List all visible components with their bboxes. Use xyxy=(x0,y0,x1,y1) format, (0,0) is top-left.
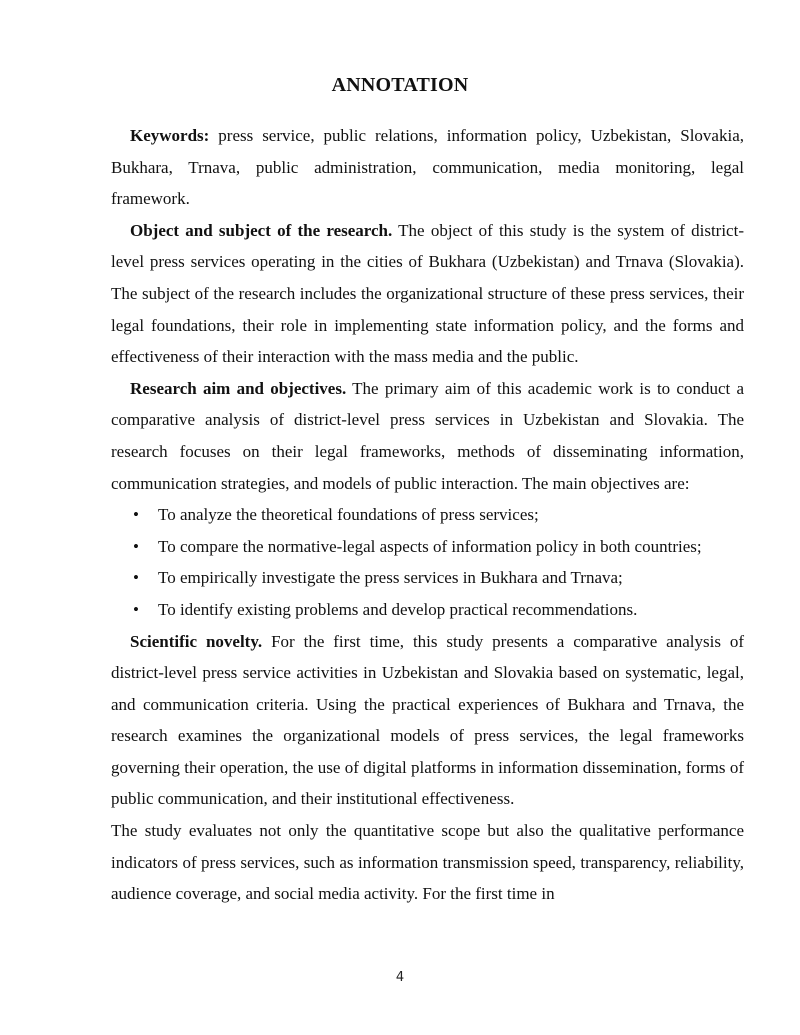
bullet-icon: • xyxy=(133,536,139,556)
list-item xyxy=(111,594,744,626)
novelty-text: For the first time, this study presents a comparative analysis of district-level press service activities in Uzbekistan and Slovakia based on systematic, legal, and communication criteria. Using the practical experiences of Bukhara and Trnava, the research examines the organizational models of press services, the legal frameworks governing their operation, the use of digital platforms in information dissemination, forms of public communication, and their institutional effectiveness. xyxy=(111,631,745,809)
list-item xyxy=(111,562,744,594)
document-body xyxy=(111,120,744,910)
aim-objectives-paragraph xyxy=(111,373,744,499)
aim-objectives-text: The primary aim of this academic work is to conduct a comparative analysis of district-level press services in Uzbekistan and Slovakia. The research focuses on their legal frameworks, methods of disseminating information, communication strategies, and models of public interaction. The main objectives are: xyxy=(111,378,744,493)
object-subject-paragraph xyxy=(111,215,744,373)
evaluation-paragraph: The study evaluates not only the quantitative scope but also the qualitative performance indicators of press services, such as information transmission speed, transparency, reliability, audience coverage, and social media activity. For the first time in xyxy=(111,821,744,904)
list-item-text: To compare the normative-legal aspects of information policy in both countries; xyxy=(158,536,702,556)
page-title: ANNOTATION xyxy=(331,74,469,96)
object-subject-text: The object of this study is the system of district-level press services operating in the cities of Bukhara (Uzbekistan) and Trnava (Slovakia). The subject of the research includes the organizational structure of these press services, their legal foundations, their role in implementing state information policy, and the forms and effectiveness of their interaction with the mass media and the public. xyxy=(111,220,744,367)
bullet-icon: • xyxy=(133,505,139,525)
bullet-icon: • xyxy=(133,568,139,588)
bullet-icon: • xyxy=(133,599,139,619)
list-item-text: To analyze the theoretical foundations of press services; xyxy=(158,505,539,525)
object-subject-lead: Object and subject of the research. xyxy=(130,220,393,240)
list-item-text: To identify existing problems and develop practical recommendations. xyxy=(158,599,638,619)
keywords-lead: Keywords: xyxy=(130,126,210,145)
novelty-lead: Scientific novelty. xyxy=(130,631,263,651)
novelty-paragraph xyxy=(111,626,744,816)
keywords-text: press service, public relations, information policy, Uzbekistan, Slovakia, Bukhara, Trnava, public administration, communication, media monitoring, legal framework. xyxy=(111,126,744,209)
list-item xyxy=(111,499,744,531)
page-number: 4 xyxy=(395,970,405,985)
list-item xyxy=(111,531,744,563)
objectives-list xyxy=(111,499,744,625)
aim-objectives-lead: Research aim and objectives. xyxy=(130,378,347,398)
list-item-text: To empirically investigate the press services in Bukhara and Trnava; xyxy=(158,568,623,588)
keywords-paragraph xyxy=(111,120,744,215)
